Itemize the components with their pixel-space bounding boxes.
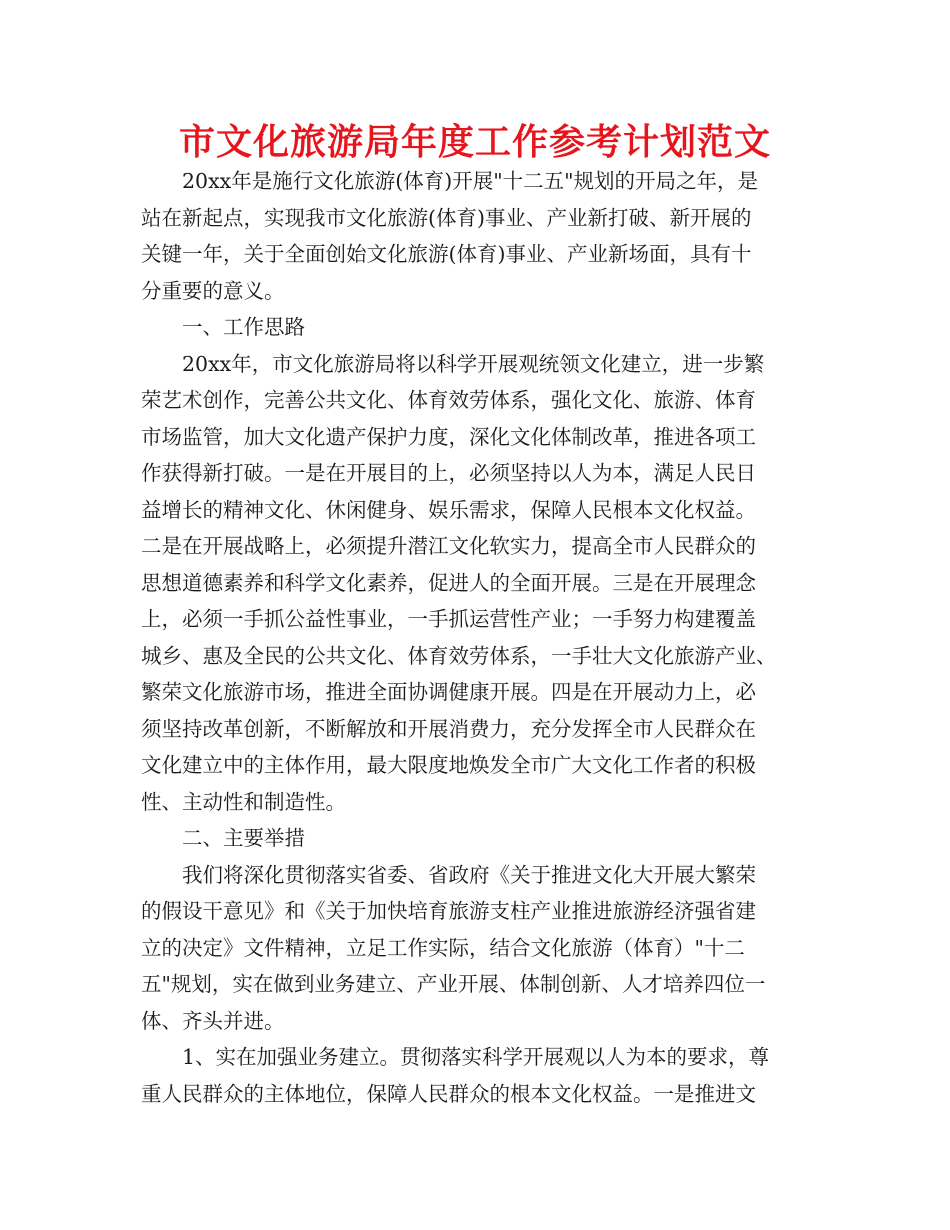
text-line: 二、主要举措 <box>182 826 305 850</box>
text-line: 作获得新打破。一是在开展目的上，必须坚持以人为本，满足人民日 <box>141 461 756 485</box>
text-line: 重人民群众的主体地位，保障人民群众的根本文化权益。一是推进文 <box>141 1081 756 1106</box>
text-line: 立的决定》文件精神，立足工作实际，结合文化旅游（体育）"十二 <box>141 935 745 960</box>
text-line: 1、实在加强业务建立。贯彻落实科学开展观以人为本的要求，尊 <box>182 1045 770 1069</box>
text-line: 市场监管，加大文化遗产保护力度，深化文化体制改革，推进各项工 <box>141 424 756 449</box>
text-line: 须坚持改革创新，不断解放和开展消费力，充分发挥全市人民群众在 <box>141 716 756 741</box>
text-line: 思想道德素养和科学文化素养，促进人的全面开展。三是在开展理念 <box>141 570 756 595</box>
text-line: 一、工作思路 <box>182 315 305 339</box>
document-title: 市文化旅游局年度工作参考计划范文 <box>178 122 771 163</box>
text-line: 上，必须一手抓公益性事业，一手抓运营性产业；一手努力构建覆盖 <box>141 607 756 631</box>
text-line: 20xx年，市文化旅游局将以科学开展观统领文化建立，进一步繁 <box>182 351 765 376</box>
text-line: 文化建立中的主体作用，最大限度地焕发全市广大文化工作者的积极 <box>141 753 756 777</box>
text-line: 我们将深化贯彻落实省委、省政府《关于推进文化大开展大繁荣 <box>182 862 756 887</box>
text-line: 关键一年，关于全面创始文化旅游(体育)事业、产业新场面，具有十 <box>141 242 752 266</box>
text-line: 荣艺术创作，完善公共文化、体育效劳体系，强化文化、旅游、体育 <box>141 388 756 412</box>
text-line: 益增长的精神文化、休闲健身、娱乐需求，保障人民根本文化权益。 <box>141 497 756 522</box>
text-line: 二是在开展战略上，必须提升潜江文化软实力，提高全市人民群众的 <box>141 534 756 558</box>
text-line: 城乡、惠及全民的公共文化、体育效劳体系，一手壮大文化旅游产业、 <box>141 643 777 668</box>
text-line: 五"规划，实在做到业务建立、产业开展、体制创新、人才培养四位一 <box>141 972 766 996</box>
text-line: 体、齐头并进。 <box>141 1008 285 1033</box>
text-line: 性、主动性和制造性。 <box>141 789 346 814</box>
text-line: 的假设干意见》和《关于加快培育旅游支柱产业推进旅游经济强省建 <box>141 899 756 923</box>
text-line: 站在新起点，实现我市文化旅游(体育)事业、产业新打破、新开展的 <box>141 205 752 230</box>
text-line: 分重要的意义。 <box>141 278 285 303</box>
text-line: 20xx年是施行文化旅游(体育)开展"十二五"规划的开局之年，是 <box>182 169 759 193</box>
document-body <box>141 163 821 1112</box>
text-line: 繁荣文化旅游市场，推进全面协调健康开展。四是在开展动力上，必 <box>141 680 756 704</box>
